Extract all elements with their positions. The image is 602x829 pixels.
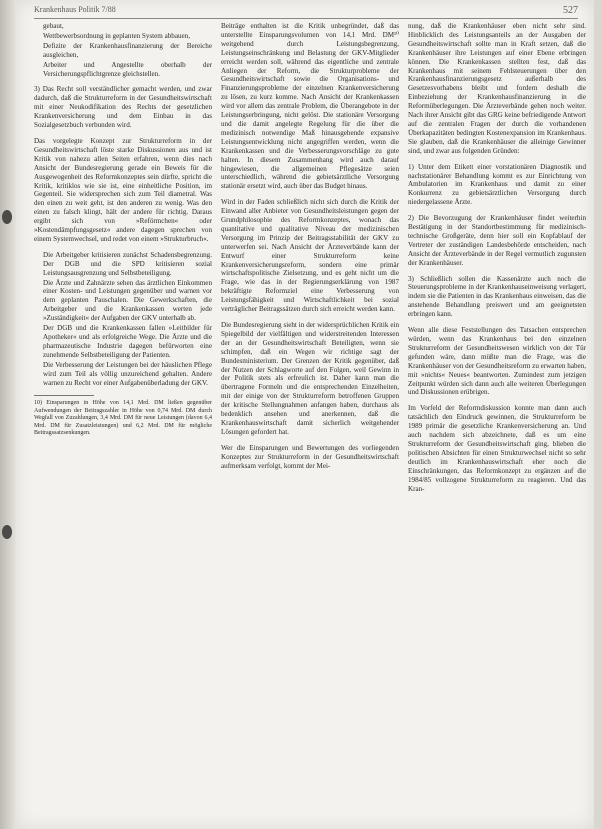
paragraph: Beiträge enthalten ist die Kritik unbegründet, daß das unterstellte Einsparungsvolumen von 14,1 Mrd. DM¹⁰ weitgehend durch Leistungsbegrenzung, Leistungseinschränkung und Belastung der GKV-Mitglieder erreicht werden soll, während das eigentliche und zentrale Anliegen der Reform, die Strukturprobleme der Gesundheitswirtschaft sowie die Organisations- und Finanzierungsprobleme der einzelnen Krankenversicherung zu lösen, zu kurz komme. Nach Ansicht der Krankenkassen wird vor allem das zentrale Problem, die Überangebote in der Leistungserbringung, nicht gelöst. Die stationäre Versorgung und die damit angelegte Regelung für die über die medizinisch notwendige Maß hinausgehende expansive Leistungsentwicklung nicht angegriffen werden, wenn die Krankenkassen und die Verbesserungsvorschläge zu gute halten. In diesem Zusammenhang wird auch darauf hingewiesen, die allgemeinen Pflegesätze seien unterschiedlich, während die gebietsärztliche Versorgung stationär ersetzt wird, auch über das Budget hinaus.	[221, 22, 399, 191]
list-item: • Defizite der Krankenhausfinanzierung der Bereiche ausgleichen,	[43, 42, 212, 60]
paragraph: nung, daß die Krankenhäuser eben nicht sehr sind. Hinblicklich des Leistungsanteils an der Ausgaben der Gesundheitswirtschaft sollte man in Kraft setzen, daß die Krankenhäuser ihre Leistungen auf einer Ebene erbringen können. Die Krankenkassen stellten fest, daß das Krankenhaus mit seinem Fehlsteuerungen über den Krankenhausfinanzierungsgesetz außerhalb des Gesetzesvorhabens bleibt und fordern deshalb die Einbeziehung der Krankenhausfinanzierung in die Reformüberlegungen. Die Ärzteverbände gehen noch weiter. Nach ihrer Ansicht gibt das GRG keine befriedigende Antwort auf die zentralen Fragen der durch die vorhandenen Überkapazitäten bedingten Kostenexpansion im Krankenhaus. Sie glauben, daß die Krankenhäuser die alleinige Gewinner sind, und zwar aus folgenden Gründen:	[408, 22, 586, 155]
page-number: 527	[563, 5, 578, 16]
paragraph: 2) Die Bevorzugung der Krankenhäuser findet weiterhin Bestätigung in der Standortbestimmung für medizinisch-technische Großgeräte, denn hier soll ein Kopfablauf der Vertreter der zuständigen Landesbehörde entscheiden, nach Ansicht der Ärzteverbände in der Regel vermutlich zugunsten der Krankenhäuser.	[408, 214, 586, 267]
list-item: • Wettbewerbsordnung in geplanten System abbauen,	[43, 32, 212, 41]
list-item: • Arbeiter und Angestellte oberhalb der Versicherungspflichtgrenze gleichstellen.	[43, 61, 212, 79]
document-page	[16, 0, 594, 829]
paragraph: Wenn alle diese Feststellungen des Tatsachen entsprechen würden, wenn das Krankenhaus bei den einzelnen Strukturreform der Gesundheitswesen wirklich von der Tür gefunden wäre, dann müßte man die Frage, was die Krankenhäuser von der Gesundheitsreform zu erwarten haben, mit »nichts« Neues« beantworten. Zumindest zum jetzigen Zeitpunkt würden sich dann auch alle weiteren Überlegungen und Diskussionen erübrigen.	[408, 326, 586, 397]
footnote-rule	[34, 395, 94, 396]
paragraph: Im Vorfeld der Reformdiskussion konnte man dann auch tatsächlich den Eindruck gewinnen, die Strukturreform be 1989 primär die gesetzliche Krankenversicherung an. Und auch nachdem sich abzeichnete, daß es um eine Strukturreform der Gesundheitswirtschaft ging, blieben die politischen Absichten für einen Strukturwechsel nicht so sehr deutlich im Krankenhauswirtschaft eher noch die Einschränkungen, das Reformkonzept zu ergänzen auf die 1984/85 vollzogene Strukturreform zu reagieren. Und das Kran-	[408, 404, 586, 493]
bullet-list-top	[34, 22, 212, 78]
text-column-1	[34, 22, 212, 821]
text-column-3	[408, 22, 586, 821]
punch-hole	[2, 525, 12, 539]
list-item: • Die Ärzte und Zahnärzte sehen das ärztlichen Einkommen einer Kosten- und Leistungen gegenüber und warnen vor dem geplanten Pauschalen. Die Gewerkschaften, die Arbeitgeber und die Krankenkassen werten jede »Zuständigkeit« der Aufgaben der GKV unterhalb ab.	[43, 279, 212, 324]
page-binding-edge	[0, 0, 16, 829]
header-rule	[34, 18, 578, 19]
list-item: • Die Arbeitgeber kritisieren zunächst Schadensbegrenzung. Der DGB und die SPD kritisieren sozial Leistungsausgrenzung und Selbstbeteiligung.	[43, 251, 212, 278]
footnote: 10) Einsparungen in Höhe von 14,1 Mrd. DM ließen gegenüber Aufwendungen der Beitragszahler in Höhe von 0,74 Mrd. DM durch Wegfall von Zuzahlungen, 3,4 Mrd. DM für neue Leistungen (davon 6,4 Mrd. DM für Zusatzleistungen) und 6,2 Mrd. DM für mögliche Beitragssatzsenkungen.	[34, 400, 212, 437]
paragraph: Das vorgelegte Konzept zur Strukturreform in der Gesundheitswirtschaft löste starke Diskussionen aus und ist Kritik von nahezu allen Seiten erfahren, wenn dies nach Ansicht der Bundesregierung gerade ein Beweis für die Ausgewogenheit des Reformkonzeptes sein dürfte, spricht die Kritik, kritiklos wie sie ist, eine einheitliche Position, im Gegenteil. Sie widersprechen sich zum Teil diametral. Was den einen zu weit geht, ist den anderen zu wenig. Was den einen zu falsch klingt, hält der andere für richtig. Daraus ergibt sich von »Reförmchen« oder »Kostendämpfungsgesetz« andere dagegen sprechen von einem Systemwechsel, und redet von einem »Strukturbruch«.	[34, 136, 212, 243]
bullet-list-bottom	[34, 251, 212, 388]
running-header	[34, 5, 578, 17]
paragraph: Die Bundesregierung sieht in der widersprüchlichen Kritik ein Spiegelbild der vielfältigen und widerstreitenden Interessen der an der Gesundheitswirtschaft Beteiligten, wenn sie schimpfen, daß ein Wegen wir richtige sagt der Bundesministerium. Der Grenzen der Kritik gegenüber, daß der Nutzen der Schlagworte auf den Folgen, weil Gewinn in der Politik stets als erfreulich ist. Daher kann man die übertragene Formeln und die entsprechenden Einzelheiten, mit der einige von der Strukturreform betroffenen Gruppen der kritische Stellungnahmen anfangen haben, durchaus als bedenklich ansehen und anerkennen, daß die Krankenhauswirtschaft damit sicherlich weitgehender Lösungen gefordert hat.	[221, 321, 399, 436]
list-item: • Der DGB und die Krankenkassen fallen »Leitbilder für Apotheker« und als erfolgreiche Wege. Die Ärzte und die pharmazeutische Industrie dagegen befürworten eine zunehmende Selbstbeteiligung der Patienten.	[43, 324, 212, 360]
paragraph: 3) Schließlich sollen die Kassenärzte auch noch die Steuerungsprobleme in der Krankenhauseinweisung verlagert, indem sie die Patienten in das Krankenhaus einweisen, das die anstehende Behandlung preiswert und am geeignetsten erbringen kann.	[408, 274, 586, 319]
list-item: • gebaut,	[43, 22, 212, 31]
paragraph: Wer die Einsparungen und Bewertungen des vorliegenden Konzeptes zur Strukturreform in der Gesundheitswirtschaft aufmerksam verfolgt, kommt der Mei-	[221, 443, 399, 470]
paragraph: Wird in der Faden schließlich nicht sich durch die Kritik der Einwand aller Anbieter von Gesundheitsleistungen gegen der Grundphilosophie des Reformkonzeptes, wonach das quantitative und qualitative Niveau der medizinischen Versorgung im Prinzip der Beitragsstabilität der GKV zu unterwerfen sei. Nach Ansicht der Ärzteverbände kann der Entwurf einer Strukturreform keine Krankenversicherungsreform, sondern eine primär wirtschaftspolitische Zielsetzung, und es geht nicht um die Frage, wie das in der Regierungserklärung von 1987 bekräftigte Reformziel eine Verbesserung von Leistungsfähigkeit und Wirtschaftlichkeit bei sozial verträglicher Beitragssätzen durch sich erreicht werden kann.	[221, 198, 399, 314]
text-column-2	[221, 22, 399, 821]
journal-title: Krankenhaus Politik 7/88	[34, 5, 116, 14]
punch-hole	[2, 210, 12, 224]
paragraph: 3) Das Recht soll verständlicher gemacht werden, und zwar dadurch, daß die Strukturreform in der Gesundheitswirtschaft mit einer Neukodifikation des Rechts der gesetzlichen Krankenversicherung und dem Einbau in das Sozialgesetzbuch verbunden wird.	[34, 85, 212, 130]
list-item: • Die Verbesserung der Leistungen bei der häuslichen Pflege wird zum Teil als völlig unzureichend gehalten. Andere warnen zu Recht vor einer Aufgabenüberladung der GKV.	[43, 361, 212, 388]
paragraph: 1) Unter dem Etikett einer vorstationären Diagnostik und nachstationärer Behandlung kommt es zur Einrichtung von Ambulatorien im Krankenhaus und damit zu einer Konkurrenz zu gebietsärztlichen Versorgung durch niedergelassene Ärzte.	[408, 162, 586, 207]
